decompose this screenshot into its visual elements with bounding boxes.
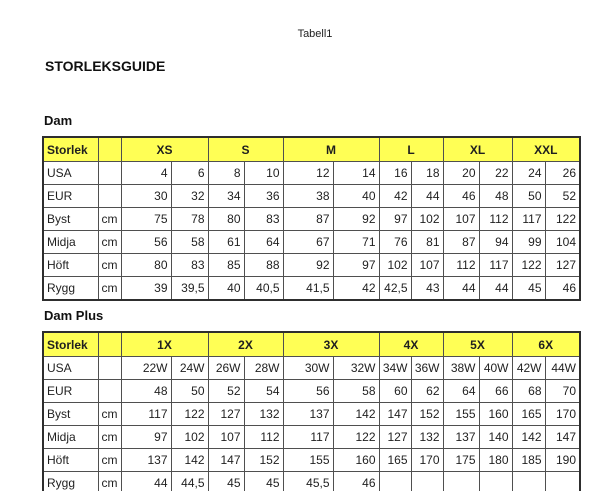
- value-cell: 165: [379, 449, 411, 472]
- value-cell: 71: [333, 231, 379, 254]
- value-cell: [512, 472, 545, 491]
- header-size-cell: L: [379, 137, 443, 162]
- value-cell: 107: [208, 426, 244, 449]
- row-label-cell: EUR: [43, 185, 98, 208]
- value-cell: 170: [411, 449, 443, 472]
- value-cell: 58: [171, 231, 208, 254]
- value-cell: 44: [479, 277, 512, 301]
- value-cell: [545, 472, 580, 491]
- value-cell: 107: [411, 254, 443, 277]
- value-cell: 40: [208, 277, 244, 301]
- value-cell: 4: [121, 162, 171, 185]
- value-cell: 40,5: [244, 277, 283, 301]
- header-size-cell: 6X: [512, 332, 580, 357]
- header-size-cell: M: [283, 137, 379, 162]
- value-cell: 38: [283, 185, 333, 208]
- value-cell: 147: [208, 449, 244, 472]
- value-cell: 42: [333, 277, 379, 301]
- value-cell: 44,5: [171, 472, 208, 491]
- value-cell: 127: [545, 254, 580, 277]
- value-cell: 92: [283, 254, 333, 277]
- value-cell: 117: [479, 254, 512, 277]
- value-cell: 132: [411, 426, 443, 449]
- row-unit-cell: [98, 357, 121, 380]
- header-size-cell: XXL: [512, 137, 580, 162]
- value-cell: 175: [443, 449, 479, 472]
- value-cell: 137: [443, 426, 479, 449]
- section-title-dam: Dam: [44, 113, 73, 128]
- header-size-cell: S: [208, 137, 283, 162]
- value-cell: 34W: [379, 357, 411, 380]
- table-row-rygg: [43, 472, 580, 491]
- value-cell: 48: [121, 380, 171, 403]
- row-unit-cell: cm: [98, 231, 121, 254]
- table-row-byst: [43, 208, 580, 231]
- header-size-cell: 2X: [208, 332, 283, 357]
- value-cell: 92: [333, 208, 379, 231]
- row-unit-cell: cm: [98, 449, 121, 472]
- row-label-cell: Midja: [43, 231, 98, 254]
- row-unit-cell: [98, 185, 121, 208]
- row-unit-cell: cm: [98, 426, 121, 449]
- header-size-cell: 4X: [379, 332, 443, 357]
- value-cell: 112: [479, 208, 512, 231]
- value-cell: 58: [333, 380, 379, 403]
- value-cell: 44: [443, 277, 479, 301]
- value-cell: 52: [208, 380, 244, 403]
- value-cell: 26W: [208, 357, 244, 380]
- value-cell: 67: [283, 231, 333, 254]
- value-cell: 142: [171, 449, 208, 472]
- value-cell: 22W: [121, 357, 171, 380]
- value-cell: 117: [283, 426, 333, 449]
- header-size-cell: 1X: [121, 332, 208, 357]
- value-cell: 45: [244, 472, 283, 491]
- value-cell: 32W: [333, 357, 379, 380]
- value-cell: 80: [121, 254, 171, 277]
- value-cell: 80: [208, 208, 244, 231]
- table-row-midja: [43, 426, 580, 449]
- section-title-dam-plus: Dam Plus: [44, 308, 104, 323]
- value-cell: 127: [379, 426, 411, 449]
- value-cell: 102: [411, 208, 443, 231]
- value-cell: 122: [333, 426, 379, 449]
- value-cell: 56: [283, 380, 333, 403]
- value-cell: 87: [443, 231, 479, 254]
- value-cell: 170: [545, 403, 580, 426]
- value-cell: 45: [208, 472, 244, 491]
- value-cell: 81: [411, 231, 443, 254]
- row-label-cell: Byst: [43, 208, 98, 231]
- value-cell: 62: [411, 380, 443, 403]
- value-cell: 36W: [411, 357, 443, 380]
- header-unit-cell: [98, 332, 121, 357]
- value-cell: 50: [171, 380, 208, 403]
- value-cell: 112: [244, 426, 283, 449]
- value-cell: 41,5: [283, 277, 333, 301]
- value-cell: 137: [121, 449, 171, 472]
- value-cell: 22: [479, 162, 512, 185]
- value-cell: 40: [333, 185, 379, 208]
- value-cell: 64: [244, 231, 283, 254]
- value-cell: 44W: [545, 357, 580, 380]
- value-cell: 85: [208, 254, 244, 277]
- value-cell: 102: [171, 426, 208, 449]
- row-unit-cell: cm: [98, 277, 121, 301]
- value-cell: 61: [208, 231, 244, 254]
- value-cell: 48: [479, 185, 512, 208]
- header-size-cell: XS: [121, 137, 208, 162]
- value-cell: 88: [244, 254, 283, 277]
- header-storlek-cell: Storlek: [43, 137, 98, 162]
- value-cell: 152: [244, 449, 283, 472]
- value-cell: 28W: [244, 357, 283, 380]
- value-cell: 127: [208, 403, 244, 426]
- value-cell: 140: [479, 426, 512, 449]
- value-cell: 14: [333, 162, 379, 185]
- table-row-höft: [43, 254, 580, 277]
- value-cell: 142: [333, 403, 379, 426]
- value-cell: 94: [479, 231, 512, 254]
- value-cell: 152: [411, 403, 443, 426]
- value-cell: 24W: [171, 357, 208, 380]
- value-cell: 97: [379, 208, 411, 231]
- row-unit-cell: [98, 380, 121, 403]
- row-label-cell: Rygg: [43, 277, 98, 301]
- table-row-höft: [43, 449, 580, 472]
- table-row-byst: [43, 403, 580, 426]
- value-cell: 45: [512, 277, 545, 301]
- value-cell: 66: [479, 380, 512, 403]
- value-cell: 42W: [512, 357, 545, 380]
- value-cell: 155: [443, 403, 479, 426]
- row-unit-cell: cm: [98, 403, 121, 426]
- table-row-midja: [43, 231, 580, 254]
- table-row-usa: [43, 162, 580, 185]
- value-cell: 132: [244, 403, 283, 426]
- value-cell: 46: [443, 185, 479, 208]
- row-label-cell: Byst: [43, 403, 98, 426]
- value-cell: 50: [512, 185, 545, 208]
- value-cell: 99: [512, 231, 545, 254]
- value-cell: 102: [379, 254, 411, 277]
- value-cell: 56: [121, 231, 171, 254]
- row-label-cell: Midja: [43, 426, 98, 449]
- value-cell: 64: [443, 380, 479, 403]
- value-cell: 97: [333, 254, 379, 277]
- value-cell: 60: [379, 380, 411, 403]
- size-table-dam-plus: [42, 331, 581, 491]
- value-cell: 142: [512, 426, 545, 449]
- value-cell: 70: [545, 380, 580, 403]
- value-cell: 87: [283, 208, 333, 231]
- value-cell: 155: [283, 449, 333, 472]
- header-size-cell: XL: [443, 137, 512, 162]
- value-cell: 39,5: [171, 277, 208, 301]
- header-row: [43, 332, 580, 357]
- row-label-cell: Rygg: [43, 472, 98, 491]
- value-cell: 16: [379, 162, 411, 185]
- value-cell: 190: [545, 449, 580, 472]
- value-cell: 78: [171, 208, 208, 231]
- row-unit-cell: cm: [98, 472, 121, 491]
- value-cell: 32: [171, 185, 208, 208]
- value-cell: 44: [121, 472, 171, 491]
- value-cell: [479, 472, 512, 491]
- value-cell: 75: [121, 208, 171, 231]
- value-cell: 54: [244, 380, 283, 403]
- page-title: STORLEKSGUIDE: [45, 58, 166, 74]
- sheet-tab-title: Tabell1: [297, 28, 333, 40]
- value-cell: 43: [411, 277, 443, 301]
- value-cell: 83: [171, 254, 208, 277]
- value-cell: 6: [171, 162, 208, 185]
- value-cell: 46: [333, 472, 379, 491]
- value-cell: 107: [443, 208, 479, 231]
- value-cell: [379, 472, 411, 491]
- value-cell: 10: [244, 162, 283, 185]
- row-label-cell: USA: [43, 162, 98, 185]
- value-cell: 8: [208, 162, 244, 185]
- value-cell: 185: [512, 449, 545, 472]
- value-cell: [443, 472, 479, 491]
- value-cell: 122: [545, 208, 580, 231]
- row-unit-cell: [98, 162, 121, 185]
- table-row-rygg: [43, 277, 580, 301]
- value-cell: 40W: [479, 357, 512, 380]
- row-label-cell: Höft: [43, 449, 98, 472]
- value-cell: 117: [121, 403, 171, 426]
- value-cell: 76: [379, 231, 411, 254]
- row-label-cell: EUR: [43, 380, 98, 403]
- value-cell: 30W: [283, 357, 333, 380]
- value-cell: 147: [545, 426, 580, 449]
- value-cell: 12: [283, 162, 333, 185]
- value-cell: 30: [121, 185, 171, 208]
- value-cell: 42,5: [379, 277, 411, 301]
- row-label-cell: USA: [43, 357, 98, 380]
- value-cell: 122: [512, 254, 545, 277]
- value-cell: 137: [283, 403, 333, 426]
- value-cell: 160: [479, 403, 512, 426]
- header-row: [43, 137, 580, 162]
- value-cell: 24: [512, 162, 545, 185]
- value-cell: 160: [333, 449, 379, 472]
- value-cell: 20: [443, 162, 479, 185]
- table-row-eur: [43, 380, 580, 403]
- value-cell: 122: [171, 403, 208, 426]
- header-size-cell: 5X: [443, 332, 512, 357]
- value-cell: 180: [479, 449, 512, 472]
- value-cell: 165: [512, 403, 545, 426]
- value-cell: 117: [512, 208, 545, 231]
- row-unit-cell: cm: [98, 254, 121, 277]
- header-size-cell: 3X: [283, 332, 379, 357]
- value-cell: 68: [512, 380, 545, 403]
- value-cell: [411, 472, 443, 491]
- value-cell: 97: [121, 426, 171, 449]
- value-cell: 38W: [443, 357, 479, 380]
- value-cell: 26: [545, 162, 580, 185]
- size-table-dam-plus-holder: [42, 331, 581, 491]
- value-cell: 34: [208, 185, 244, 208]
- row-label-cell: Höft: [43, 254, 98, 277]
- value-cell: 18: [411, 162, 443, 185]
- value-cell: 39: [121, 277, 171, 301]
- table-row-usa: [43, 357, 580, 380]
- size-table-dam-holder: [42, 136, 581, 301]
- value-cell: 104: [545, 231, 580, 254]
- value-cell: 52: [545, 185, 580, 208]
- value-cell: 112: [443, 254, 479, 277]
- size-table-dam: [42, 136, 581, 301]
- value-cell: 45,5: [283, 472, 333, 491]
- value-cell: 44: [411, 185, 443, 208]
- value-cell: 46: [545, 277, 580, 301]
- header-unit-cell: [98, 137, 121, 162]
- table-row-eur: [43, 185, 580, 208]
- header-storlek-cell: Storlek: [43, 332, 98, 357]
- value-cell: 42: [379, 185, 411, 208]
- value-cell: 147: [379, 403, 411, 426]
- value-cell: 36: [244, 185, 283, 208]
- row-unit-cell: cm: [98, 208, 121, 231]
- value-cell: 83: [244, 208, 283, 231]
